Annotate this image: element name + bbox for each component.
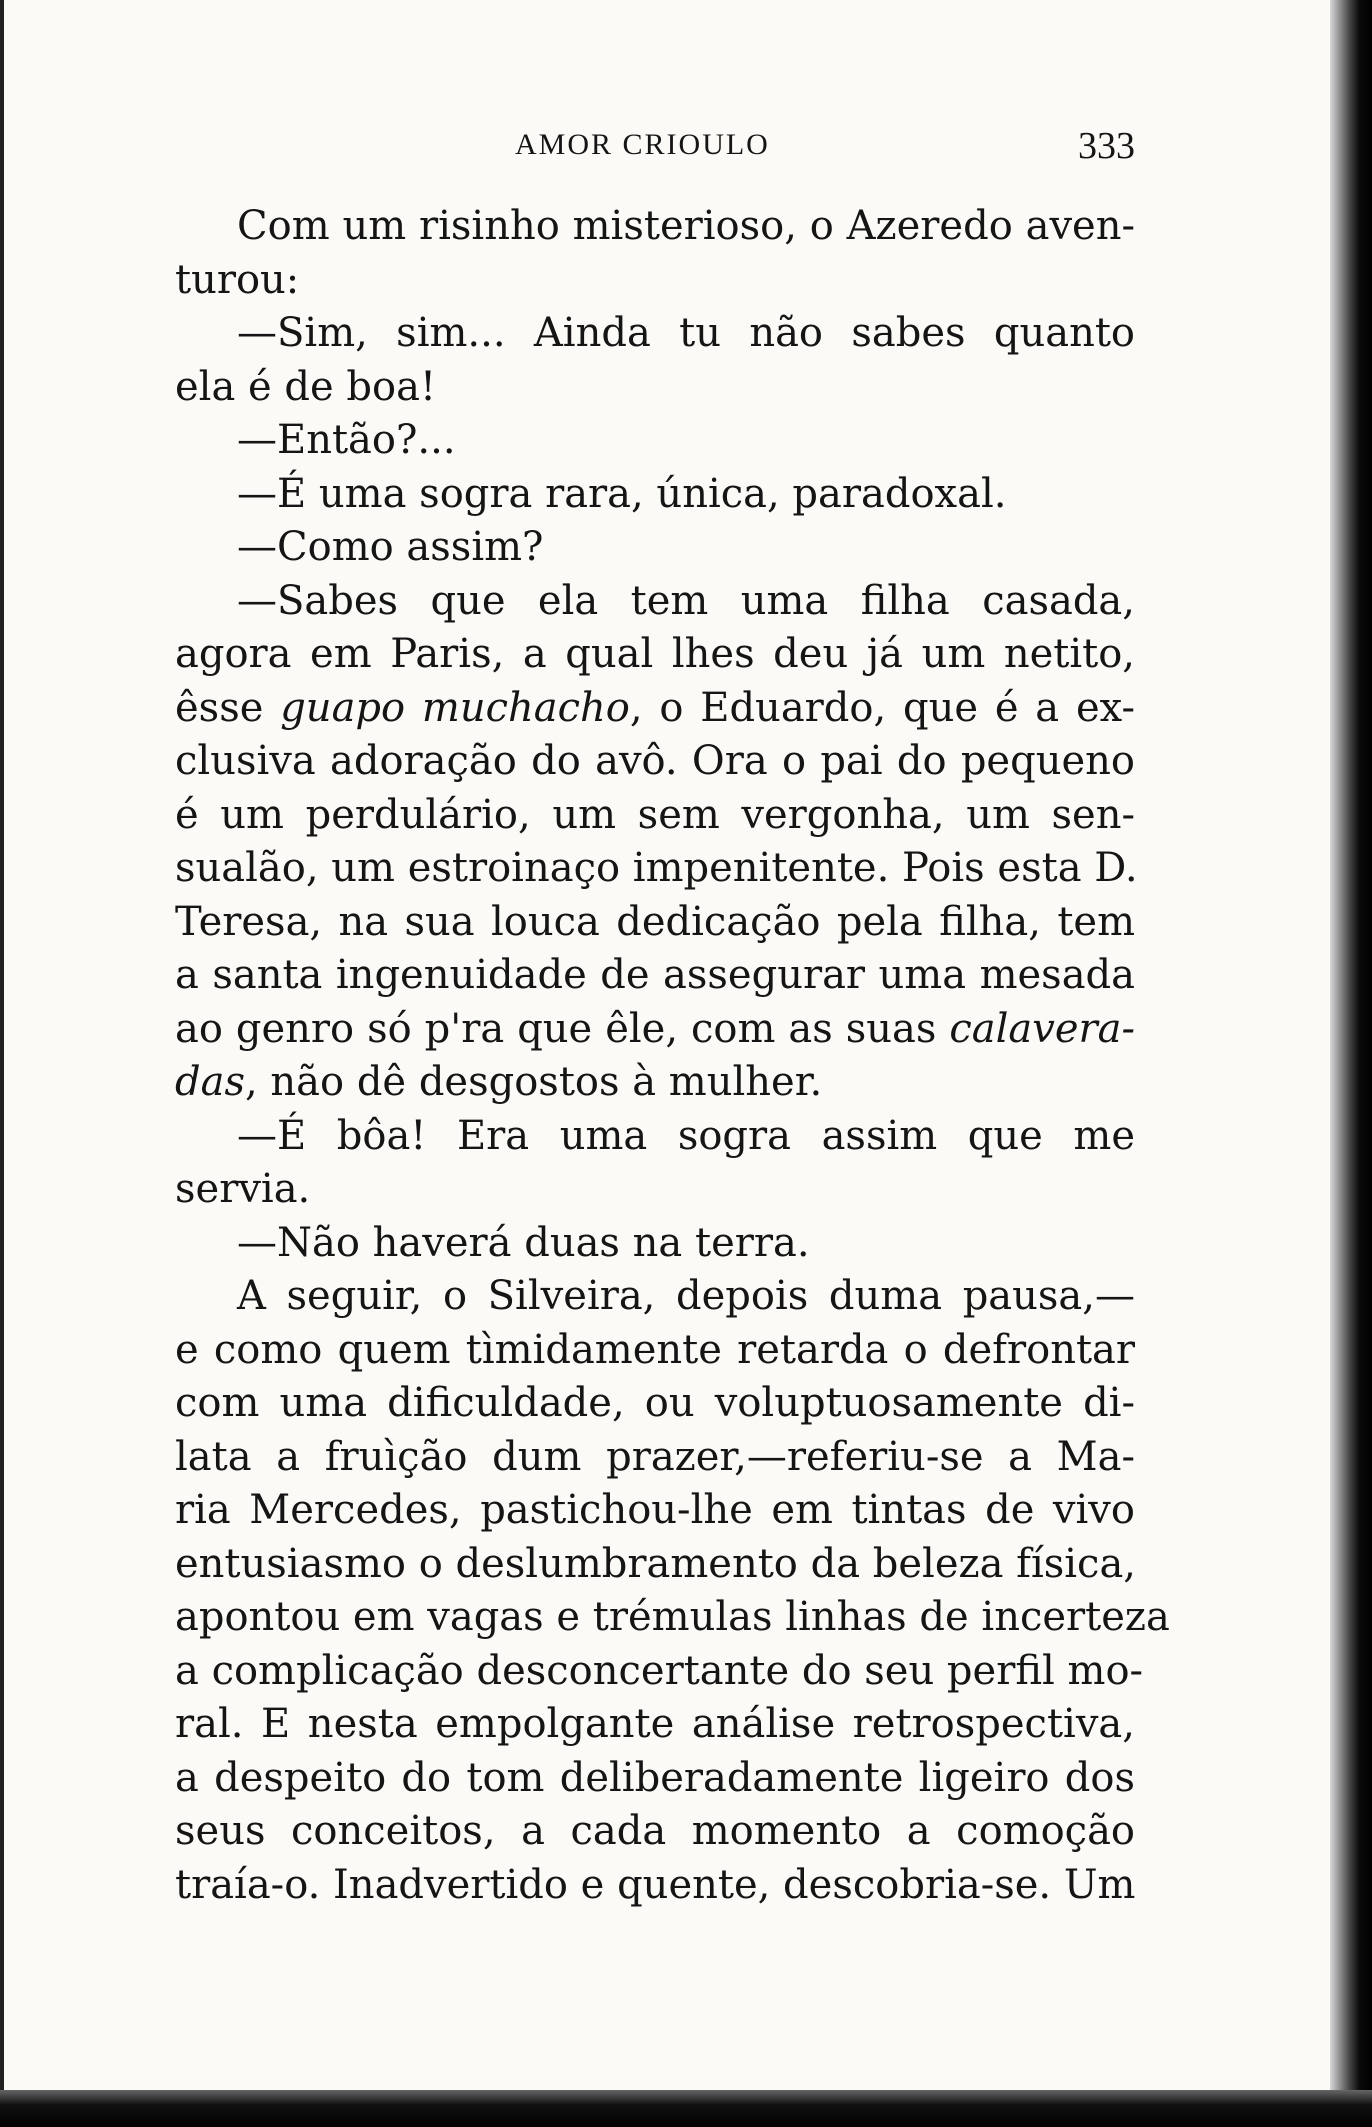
line-text: —Como assim? [237,524,544,570]
line-text: —É bôa! Era uma sogra assim que me [237,1112,1135,1159]
body-text [175,200,1170,1912]
line-text: é um perdulário, um sem vergonha, um sen- [175,791,1135,838]
line-text: Com um risinho misterioso, o Azeredo aven- [237,203,1135,249]
text-line [175,1324,1135,1378]
line-text: lata a fruìção dum prazer,—referiu-se a Ma- [175,1433,1135,1480]
page-header [175,125,1135,168]
text-line [175,949,1135,1003]
text-line [175,1056,1135,1110]
text-line [175,254,1135,308]
text-line [175,521,1135,575]
line-text: entusiasmo o deslumbramento da beleza física, [175,1540,1137,1587]
line-text: ral. E nesta empolgante análise retrospectiva, [175,1701,1135,1747]
line-text: ria Mercedes, pastichou-lhe em tintas de vivo [175,1487,1135,1533]
line-text: —Não haverá duas na terra. [237,1219,810,1266]
text-line [175,414,1135,468]
line-text: apontou em vagas e trémulas linhas de incerteza [175,1594,1170,1640]
text-line [175,468,1135,522]
line-text: êsse [175,684,281,731]
text-line [175,307,1135,361]
line-text: turou: [175,256,300,303]
text-line [175,842,1138,896]
italic-phrase: das [175,1059,245,1105]
text-line [175,575,1135,629]
text-line [175,682,1135,736]
text-line [175,200,1135,254]
text-line [175,789,1135,843]
line-text: clusiva adoração do avô. Ora o pai do pequeno [175,738,1135,784]
italic-phrase: guapo muchacho [280,684,630,731]
line-text: —É uma sogra rara, única, paradoxal. [237,470,1007,517]
text-line [175,1270,1135,1324]
text-line [175,896,1135,950]
text-line [175,1163,1135,1217]
text-line [175,1645,1144,1699]
text-line [175,1484,1135,1538]
line-text: , o Eduardo, que é a ex- [629,684,1135,731]
line-text: servia. [175,1166,311,1212]
line-text: agora em Paris, a qual lhes deu já um netito, [175,631,1135,677]
text-line [175,628,1135,682]
text-line [175,735,1135,789]
running-title: AMOR CRIOULO [515,128,770,161]
text-line [175,1859,1135,1913]
line-text: —Então?... [237,417,456,463]
line-text: ela é de boa! [175,363,437,410]
line-text: —Sabes que ela tem uma filha casada, [237,577,1135,624]
line-text: seus conceitos, a cada momento a comoção [175,1808,1135,1854]
line-text: e como quem tìmidamente retarda o defrontar [175,1326,1135,1373]
line-text: com uma dificuldade, ou voluptuosamente di- [175,1380,1135,1426]
scan-edge-right [1330,0,1372,2127]
text-line [175,1698,1135,1752]
line-text: A seguir, o Silveira, depois duma pausa,— [237,1273,1135,1319]
scan-edge-left [0,0,4,2127]
line-text: , não dê desgostos à mulher. [244,1059,823,1105]
text-line [175,1752,1135,1806]
line-text: traía-o. Inadvertido e quente, descobria-se. Um [175,1861,1136,1908]
line-text: a despeito do tom deliberadamente ligeiro dos [175,1754,1135,1801]
scan-edge-bottom [0,2090,1372,2127]
text-line [175,1538,1135,1592]
text-line [175,1217,1135,1271]
text-line [175,1377,1135,1431]
italic-phrase: calavera- [949,1005,1135,1052]
text-line [175,1805,1135,1859]
text-line [175,1003,1135,1057]
text-line [175,1110,1135,1164]
page-number: 333 [1078,125,1135,167]
line-text: Teresa, na sua louca dedicação pela filha, tem [175,898,1135,945]
text-line [175,1591,1170,1645]
line-text: sualão, um estroinaço impenitente. Pois esta D. [175,845,1138,891]
text-line [175,361,1135,415]
line-text: a santa ingenuidade de assegurar uma mesada [175,952,1135,998]
line-text: —Sim, sim... Ainda tu não sabes quanto [237,310,1135,356]
text-line [175,1431,1135,1485]
line-text: a complicação desconcertante do seu perfil mo- [175,1647,1144,1694]
line-text: ao genro só p'ra que êle, com as suas [175,1005,950,1052]
